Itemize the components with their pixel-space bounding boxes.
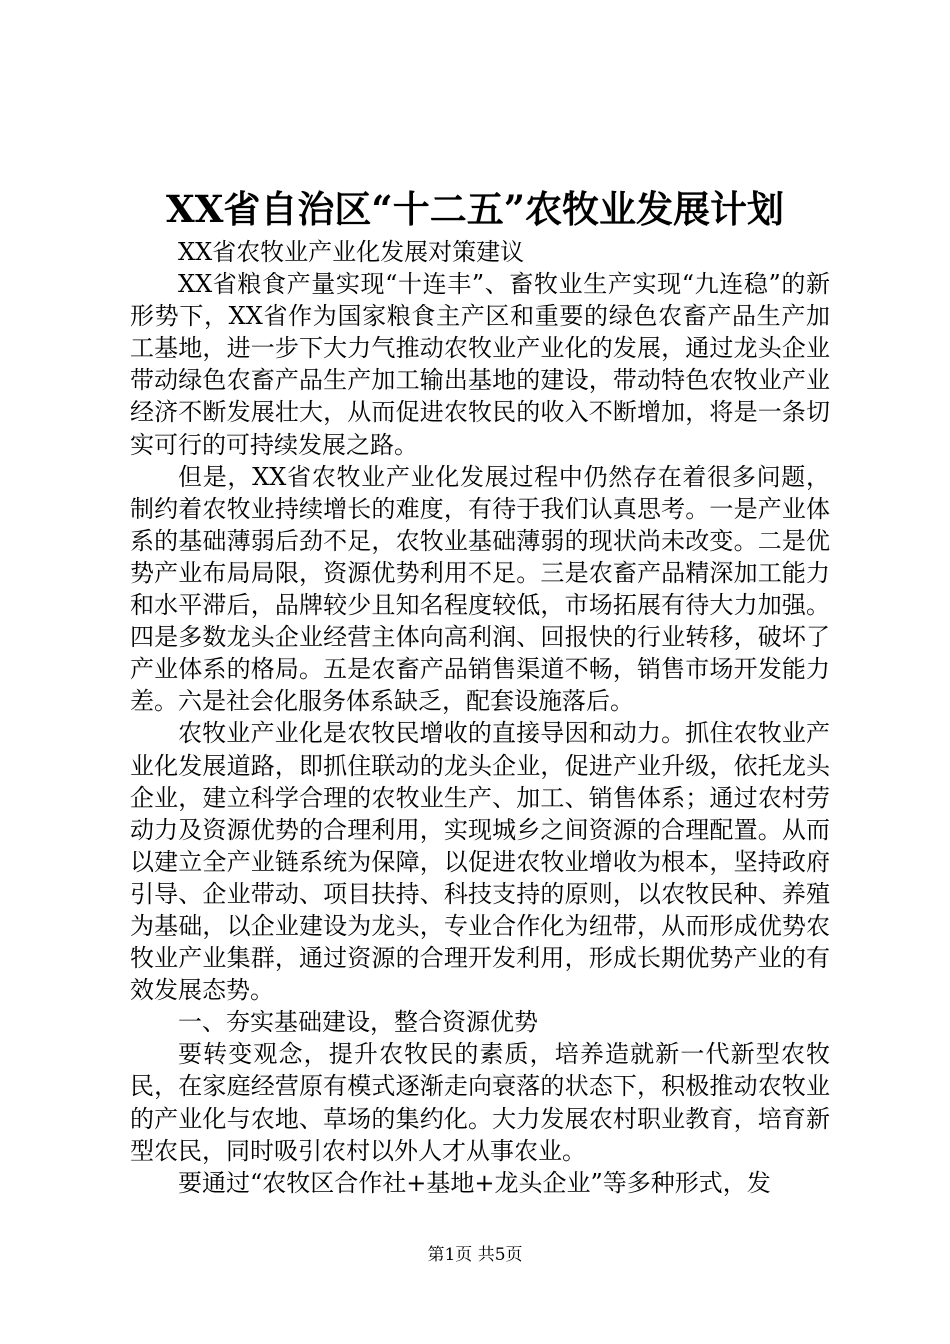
section-heading: 一、夯实基础建设，整合资源优势 — [178, 1008, 538, 1037]
paragraph-farmers: 要转变观念，提升农牧民的素质，培养造就新一代新型农牧民，在家庭经营原有模式逐渐走向衰落的状态下，积极推动农牧业的产业化与农地、草场的集约化。大力发展农村职业教育，培育新型农民，同时吸引农村以外人才从事农业。 — [130, 1040, 830, 1165]
document-title: XX省自治区“十二五”农牧业发展计划 — [166, 187, 784, 231]
document-subtitle: XX省农牧业产业化发展对策建议 — [178, 238, 525, 266]
paragraph-problems: 但是，XX省农牧业产业化发展过程中仍然存在着很多问题，制约着农牧业持续增长的难度，有待于我们认真思考。一是产业体系的基础薄弱后劲不足，农牧业基础薄弱的现状尚未改变。二是优势产业布局局限，资源优势利用不足。三是农畜产品精深加工能力和水平滞后，品牌较少且知名程度较低，市场拓展有待大力加强。四是多数龙头企业经营主体向高利润、回报快的行业转移，破坏了产业体系的格局。五是农畜产品销售渠道不畅，销售市场开发能力差。六是社会化服务体系缺乏，配套设施落后。 — [130, 462, 830, 716]
paragraph-industrialization: 农牧业产业化是农牧民增收的直接导因和动力。抓住农牧业产业化发展道路，即抓住联动的龙头企业，促进产业升级，依托龙头企业，建立科学合理的农牧业生产、加工、销售体系；通过农村劳动力及资源优势的合理利用，实现城乡之间资源的合理配置。从而以建立全产业链系统为保障，以促进农牧业增收为根本，坚持政府引导、企业带动、项目扶持、科技支持的原则，以农牧民种、养殖为基础，以企业建设为龙头，专业合作化为纽带，从而形成优势农牧业产业集群，通过资源的合理开发利用，形成长期优势产业的有效发展态势。 — [130, 719, 830, 1005]
document-body — [130, 236, 830, 1199]
paragraph-cooperatives: 要通过“农牧区合作社+基地+龙头企业”等多种形式，发 — [178, 1168, 771, 1197]
page-number: 第1页 共5页 — [427, 1245, 523, 1265]
paragraph-intro: XX省粮食产量实现“十连丰”、畜牧业生产实现“九连稳”的新形势下，XX省作为国家粮食主产区和重要的绿色农畜产品生产加工基地，进一步下大力气推动农牧业产业化的发展，通过龙头企业带动绿色农畜产品生产加工输出基地的建设，带动特色农牧业产业经济不断发展壮大，从而促进农牧民的收入不断增加，将是一条切实可行的可持续发展之路。 — [130, 270, 830, 459]
